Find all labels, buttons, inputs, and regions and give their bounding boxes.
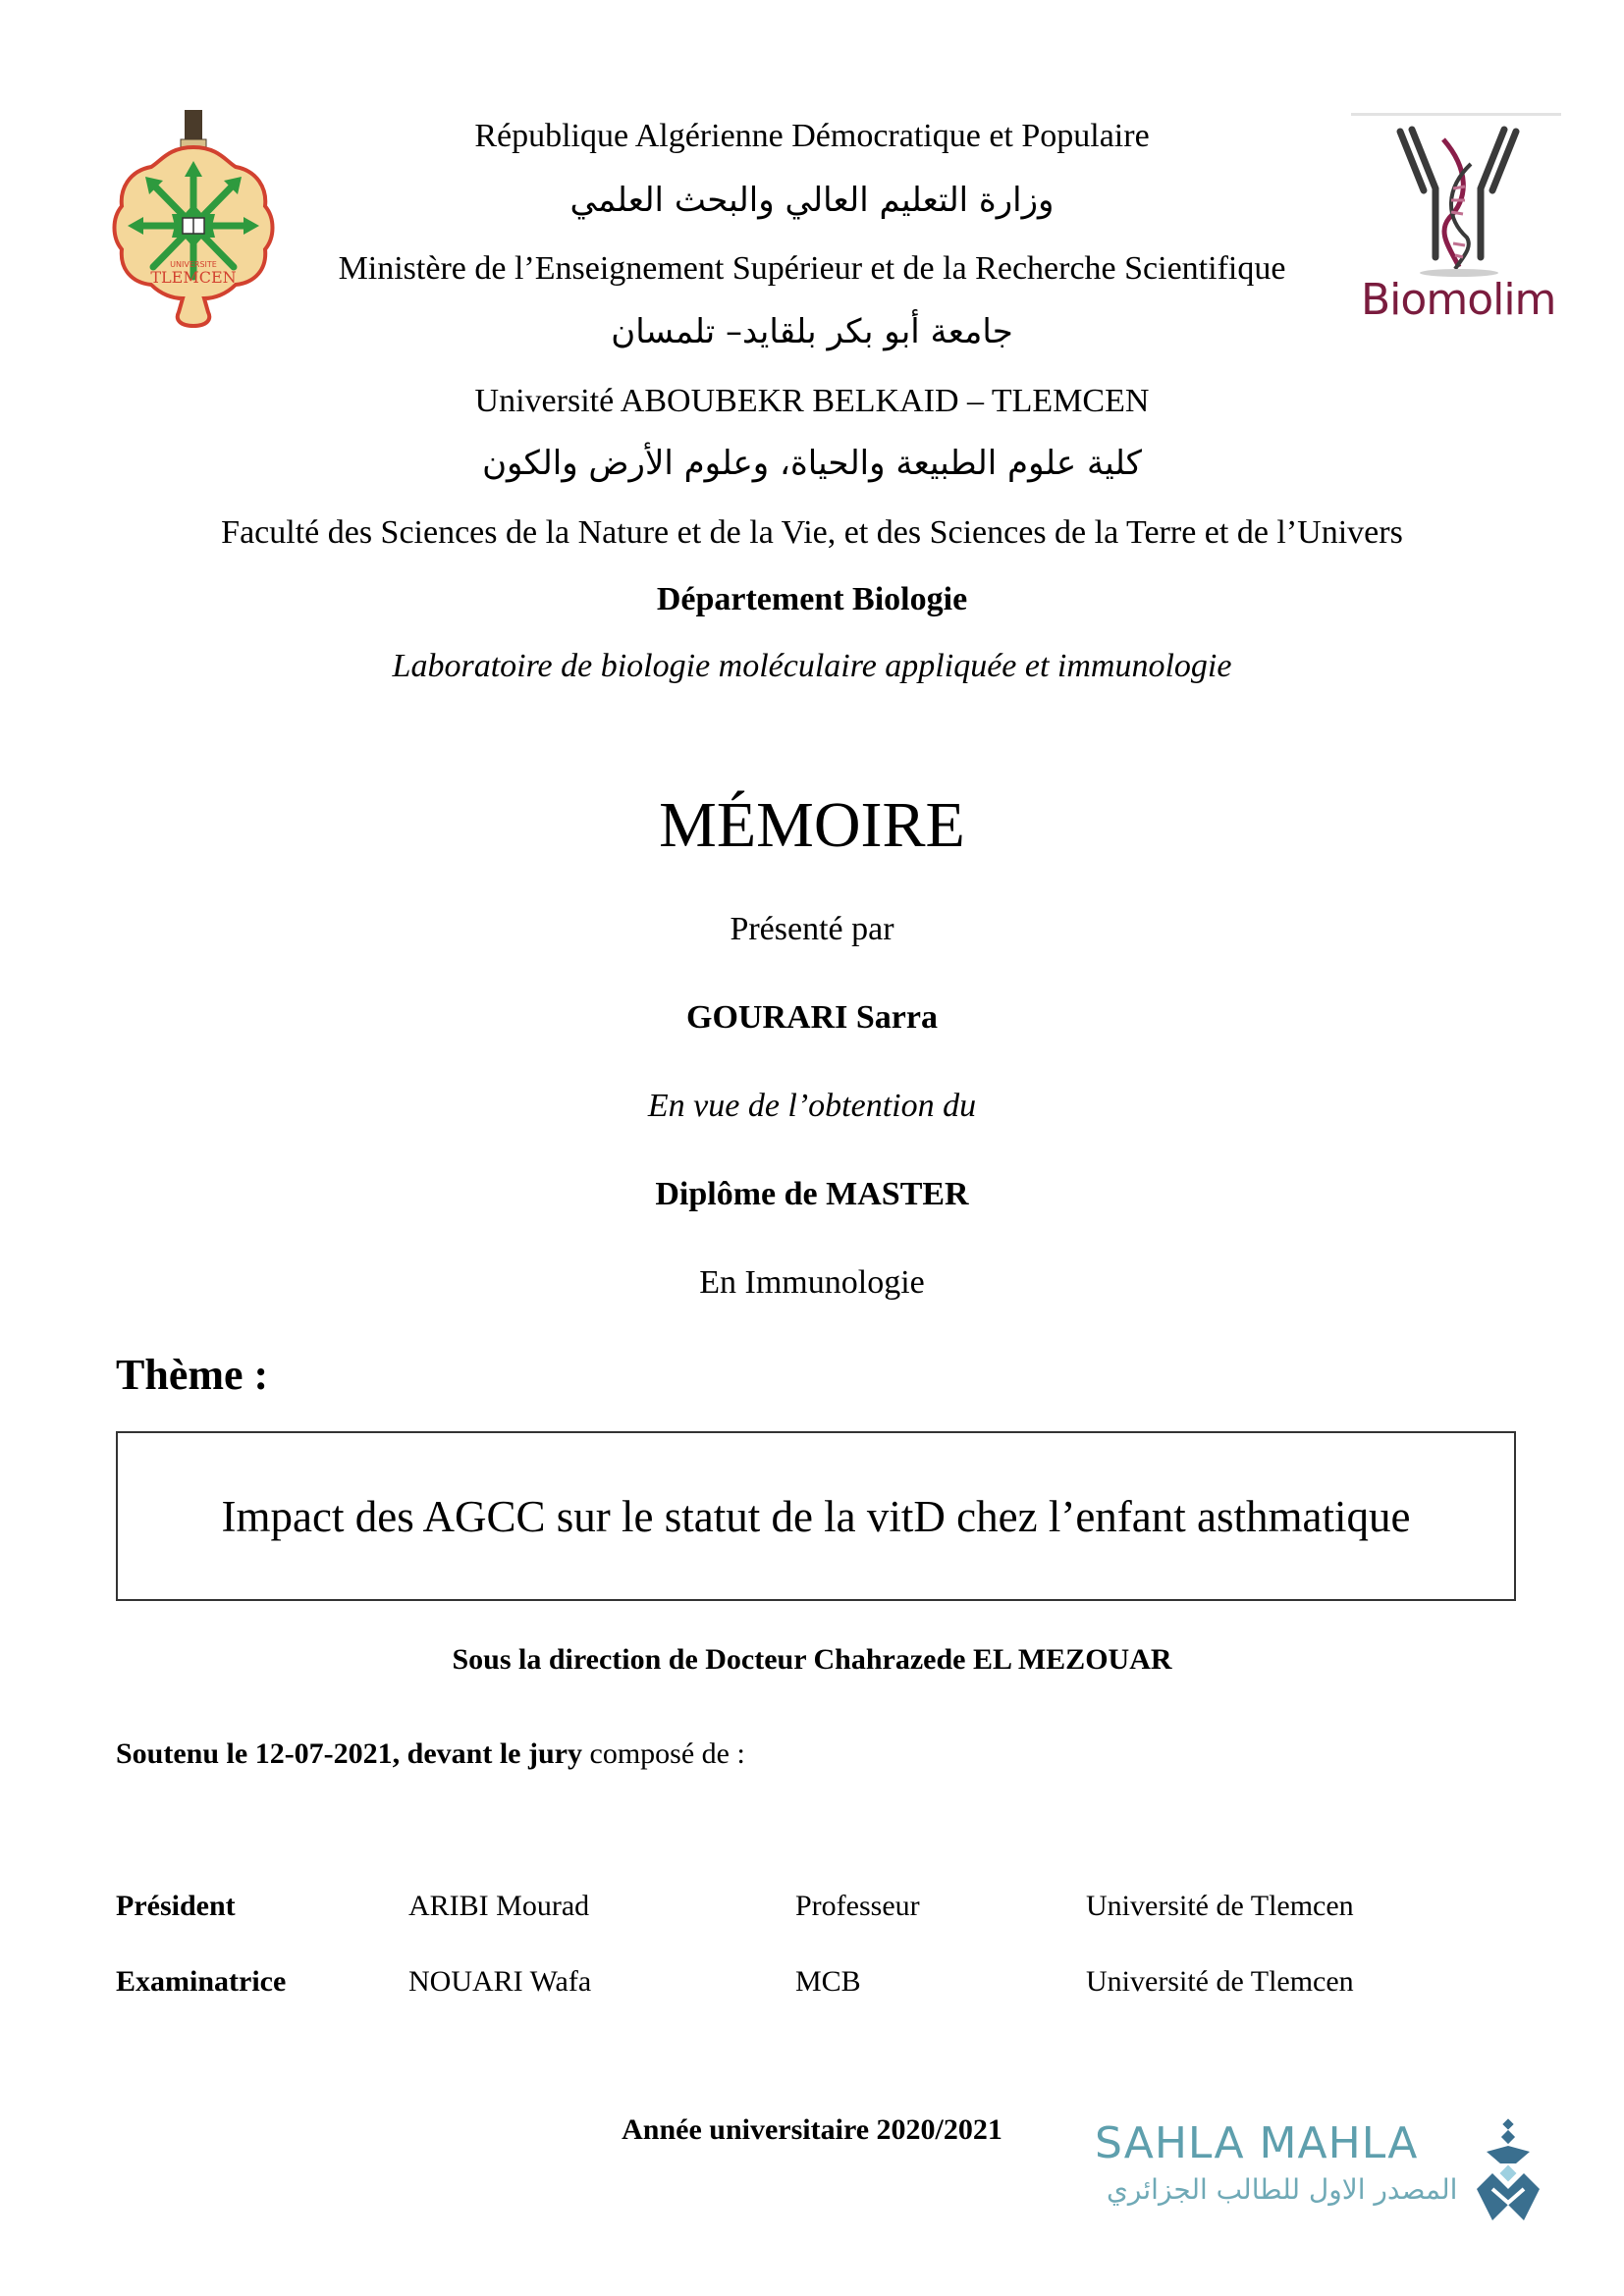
- faculty-title: Faculté des Sciences de la Nature et de la Vie, et des Sciences de la Terre et de l’Univers: [221, 514, 1403, 551]
- diploma-title: Diplôme de MASTER: [655, 1176, 969, 1212]
- svg-text:UNIVERSITE: UNIVERSITE: [170, 260, 217, 269]
- theme-title: Impact des AGCC sur le statut de la vitD chez l’enfant asthmatique: [221, 1491, 1411, 1541]
- university-title: Université ABOUBEKR BELKAID – TLEMCEN: [474, 383, 1150, 419]
- sahla-mahla-wordmark: SAHLA MAHLA: [1095, 2118, 1419, 2168]
- biomolim-wordmark: Biomolim: [1361, 275, 1556, 325]
- supervision-text: Sous la direction de Docteur Chahrazede EL MEZOUAR: [452, 1643, 1172, 1676]
- specialty-text: En Immunologie: [699, 1264, 925, 1301]
- presented-by-label: Présenté par: [730, 911, 894, 947]
- faculty-title-arabic: كلية علوم الطبيعة والحياة، وعلوم الأرض والكون: [482, 444, 1142, 483]
- purpose-text: En vue de l’obtention du: [647, 1088, 977, 1124]
- department-title: Département Biologie: [656, 581, 968, 617]
- sahla-mahla-calligraphy-icon: [1473, 2118, 1543, 2224]
- ministry-title: Ministère de l’Enseignement Supérieur et de la Recherche Scientifique: [338, 250, 1286, 287]
- sahla-mahla-watermark: [1095, 2118, 1546, 2226]
- theme-box: [116, 1431, 1516, 1601]
- jury-grade: MCB: [795, 1965, 861, 1998]
- sahla-mahla-subtitle: المصدر الاول للطالب الجزائري: [1107, 2173, 1458, 2206]
- jury-institution: Université de Tlemcen: [1086, 1965, 1354, 1998]
- jury-grade: Professeur: [795, 1890, 920, 1922]
- jury-name: NOUARI Wafa: [408, 1965, 592, 1998]
- defense-composition: composé de :: [582, 1737, 745, 1770]
- theme-label: Thème :: [116, 1351, 269, 1399]
- academic-year: Année universitaire 2020/2021: [622, 2113, 1002, 2146]
- republic-title: République Algérienne Démocratique et Populaire: [474, 118, 1150, 154]
- author-name: GOURARI Sarra: [686, 999, 938, 1036]
- svg-text:TLEMCEN: TLEMCEN: [150, 268, 237, 287]
- jury-role: Examinatrice: [116, 1965, 287, 1998]
- document-type-heading: MÉMOIRE: [659, 789, 965, 861]
- defense-statement: [116, 1737, 745, 1771]
- jury-name: ARIBI Mourad: [408, 1890, 590, 1922]
- laboratory-title: Laboratoire de biologie moléculaire appliquée et immunologie: [392, 648, 1232, 684]
- jury-role: Président: [116, 1890, 236, 1922]
- defense-date: Soutenu le 12-07-2021, devant le jury: [116, 1737, 582, 1770]
- jury-institution: Université de Tlemcen: [1086, 1890, 1354, 1922]
- university-title-arabic: جامعة أبو بكر بلقايد– تلمسان: [611, 312, 1013, 351]
- ministry-title-arabic: وزارة التعليم العالي والبحث العلمي: [569, 181, 1055, 220]
